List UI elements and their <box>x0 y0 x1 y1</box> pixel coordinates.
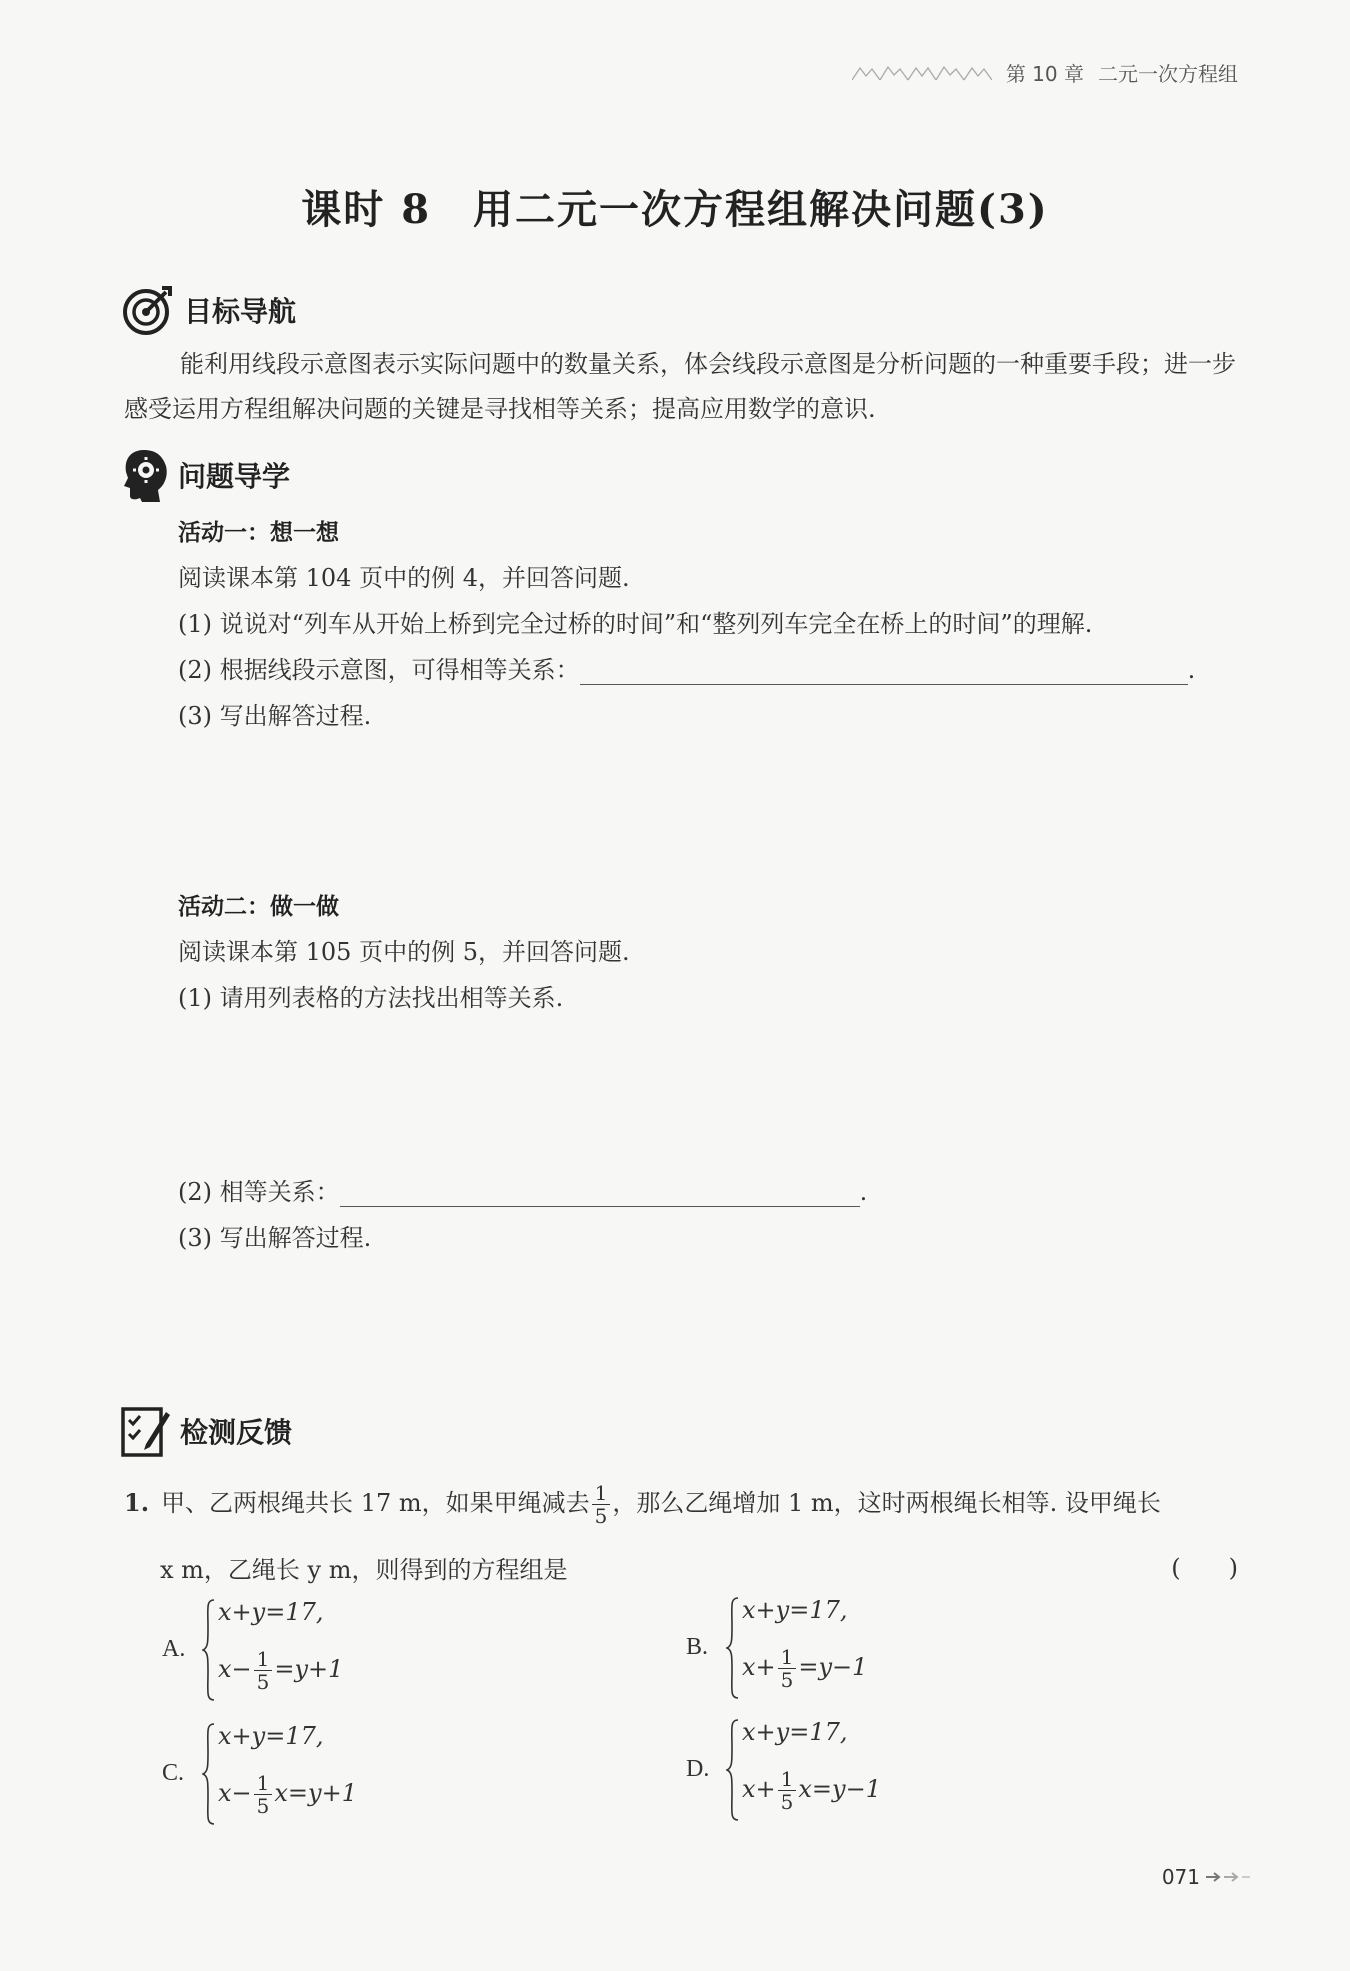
activity2-q2-text: (2) 相等关系： <box>178 1178 340 1206</box>
check-heading-text: 检测反馈 <box>180 1416 293 1449</box>
activity1-q2: (2) 根据线段示意图，可得相等关系： . <box>178 656 1196 684</box>
question-1-number: 1. <box>124 1488 150 1517</box>
activity1-q3: (3) 写出解答过程. <box>178 702 372 730</box>
goal-section-heading <box>122 284 296 336</box>
chapter-title: 二元一次方程组 <box>1098 62 1238 86</box>
option-c[interactable] <box>162 1722 482 1832</box>
option-a-label: A. <box>162 1636 186 1662</box>
page-header <box>852 58 1238 87</box>
checklist-pen-icon <box>120 1404 170 1458</box>
question-1-text-b: ，那么乙绳增加 1 m，这时两根绳长相等. 设甲绳长 <box>612 1489 1161 1517</box>
option-d-label: D. <box>686 1756 710 1782</box>
brace-icon <box>726 1718 740 1822</box>
page-number: 071 <box>1161 1865 1200 1889</box>
activity2-q2: (2) 相等关系： . <box>178 1178 868 1206</box>
option-c-eq2: x− $\frac{1}{5}$ x=y+1 <box>218 1771 357 1818</box>
activity1-q2-text: (2) 根据线段示意图，可得相等关系： <box>178 656 580 684</box>
activity2-q1: (1) 请用列表格的方法找出相等关系. <box>178 984 564 1012</box>
option-b-eq2: x+ $\frac{1}{5}$ =y−1 <box>742 1645 868 1692</box>
check-section-heading <box>120 1404 292 1458</box>
option-d-eq2: x+ $\frac{1}{5}$ x=y−1 <box>742 1767 881 1814</box>
option-b-eq1: x+y=17, <box>742 1596 848 1624</box>
option-c-label: C. <box>162 1760 185 1786</box>
activity1-intro: 阅读课本第 104 页中的例 4，并回答问题. <box>178 564 630 592</box>
question-1-line2: x m，乙绳长 y m，则得到的方程组是 <box>160 1556 568 1584</box>
study-section-heading <box>122 448 290 502</box>
answer-parentheses[interactable]: ( ) <box>1171 1554 1238 1582</box>
arrow-right-icon <box>1206 1871 1250 1883</box>
goal-paragraph <box>124 342 1239 432</box>
option-a-eq2: x− $\frac{1}{5}$ =y+1 <box>218 1647 344 1694</box>
option-d[interactable] <box>686 1718 1006 1828</box>
question-1-line1 <box>124 1482 1161 1527</box>
chapter-number: 第 10 章 <box>1005 62 1084 86</box>
goal-text: 能利用线段示意图表示实际问题中的数量关系，体会线段示意图是分析问题的一种重要手段；进一步感受运用方程组解决问题的关键是寻找相等关系；提高应用数学的意识. <box>124 350 1236 423</box>
activity2-answer-blank[interactable] <box>340 1184 860 1207</box>
fraction-one-fifth: $\frac{1}{5}$ <box>592 1482 611 1527</box>
page-footer <box>1162 1865 1250 1889</box>
activity2-q3: (3) 写出解答过程. <box>178 1224 372 1252</box>
activity2-title: 活动二：做一做 <box>178 894 339 920</box>
option-a-eq1: x+y=17, <box>218 1598 324 1626</box>
study-heading-text: 问题导学 <box>178 460 291 493</box>
option-b-label: B. <box>686 1634 709 1660</box>
activity1-answer-blank[interactable] <box>580 662 1188 685</box>
brace-icon <box>202 1722 216 1826</box>
activity2-intro: 阅读课本第 105 页中的例 5，并回答问题. <box>178 938 630 966</box>
page-title: 课时 8 用二元一次方程组解决问题(3) <box>301 186 1049 233</box>
mountain-decoration-icon <box>852 64 992 82</box>
option-b[interactable] <box>686 1596 986 1706</box>
activity1-q1: (1) 说说对“列车从开始上桥到完全过桥的时间”和“整列列车完全在桥上的时间”的理解. <box>178 610 1093 638</box>
head-gear-icon <box>122 448 168 502</box>
option-c-eq1: x+y=17, <box>218 1722 324 1750</box>
target-icon <box>122 284 174 336</box>
goal-heading-text: 目标导航 <box>184 295 297 328</box>
option-d-eq1: x+y=17, <box>742 1718 848 1746</box>
brace-icon <box>202 1598 216 1702</box>
activity1-title: 活动一：想一想 <box>178 520 339 546</box>
brace-icon <box>726 1596 740 1700</box>
option-a[interactable] <box>162 1598 462 1708</box>
question-1-text-a: 甲、乙两根绳共长 17 m，如果甲绳减去 <box>161 1489 590 1517</box>
